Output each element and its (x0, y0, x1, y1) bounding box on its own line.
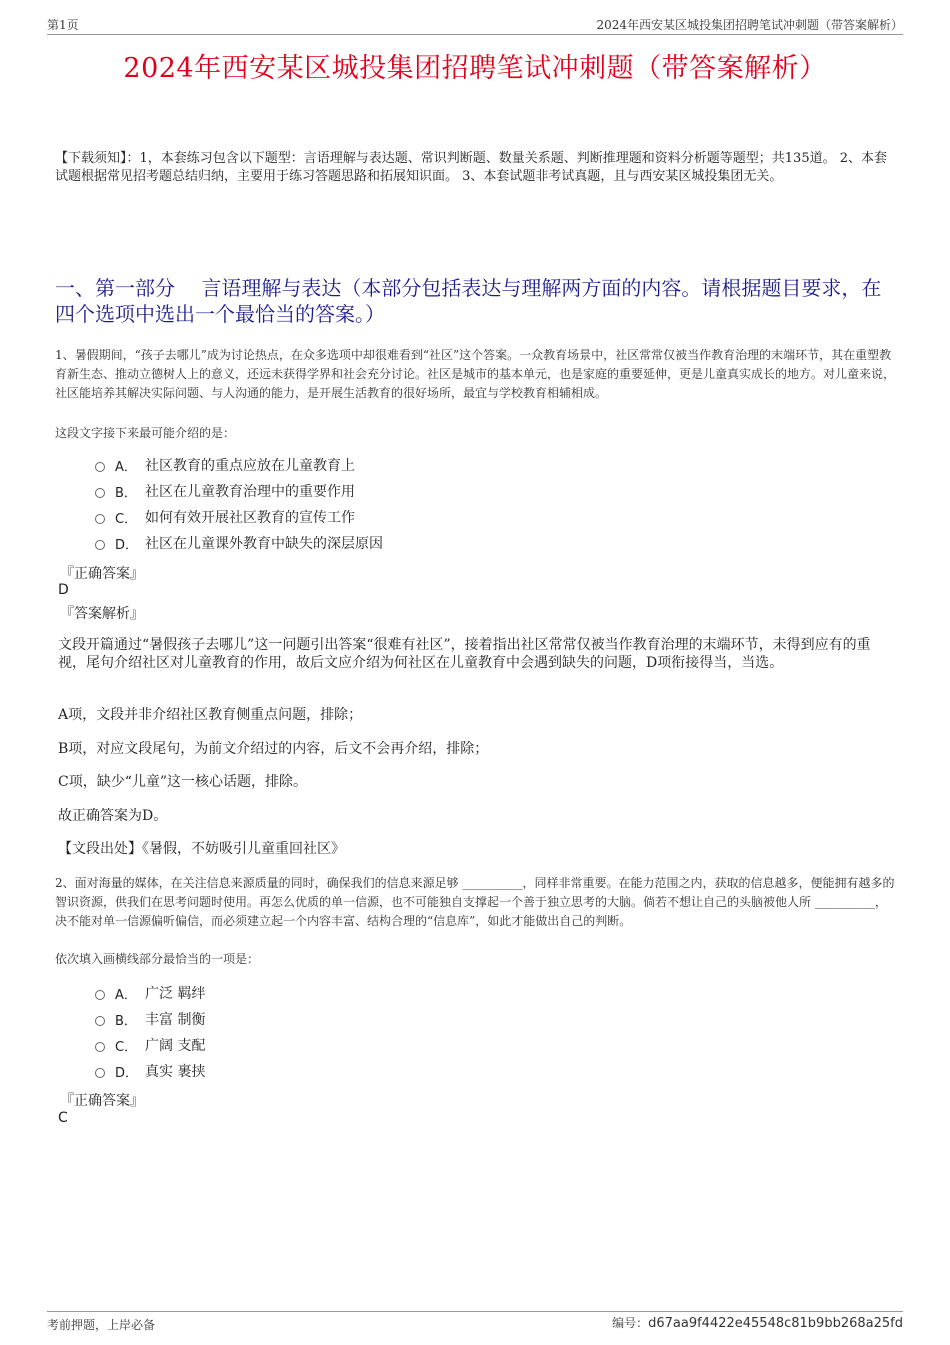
question-1-analysis-label: 『答案解析』 (60, 606, 144, 622)
radio-icon[interactable] (95, 462, 105, 472)
question-1-analysis-a: A项，文段并非介绍社区教育侧重点问题，排除； (58, 707, 363, 723)
question-2-option-b[interactable] (95, 1006, 795, 1032)
option-text: 如何有效开展社区教育的宣传工作 (145, 510, 355, 526)
question-1-analysis-para: 文段开篇通过“暑假孩子去哪儿”这一问题引出答案“很难有社区”，接着指出社区常常仅被当作教育治理的末端环节，未得到应有的重视，尾句介绍社区对儿童教育的作用，故后文应介绍为何社区在儿童教育中会遇到缺失的问题，D项衔接得当，当选。 (58, 637, 871, 671)
fill-blank-2: __________ (814, 895, 875, 909)
page-number: 第1页 (47, 18, 79, 32)
question-2-answer-label: 『正确答案』 (60, 1093, 144, 1109)
question-1-analysis-b: B项，对应文段尾句，为前文介绍过的内容，后文不会再介绍，排除； (58, 741, 489, 757)
radio-icon[interactable] (95, 514, 105, 524)
question-1-answer: D (58, 582, 69, 598)
download-notice: 【下载须知】：1，本套练习包含以下题型：言语理解与表达题、常识判断题、数量关系题、判断推理题和资料分析题等题型；共135道。 2、本套试题根据常见招考题总结归纳，主要用于练习答题思路和拓展知识面。 3、本套试题非考试真题，且与西安某区城投集团无关。 (55, 151, 887, 184)
header-doc-title: 2024年西安某区城投集团招聘笔试冲刺题（带答案解析） (596, 18, 903, 32)
footer-code-wrap (612, 1314, 903, 1331)
radio-icon[interactable] (95, 1068, 105, 1078)
question-1-prompt: 这段文字接下来最可能介绍的是： (55, 426, 236, 440)
question-2-prompt: 依次填入画横线部分最恰当的一项是： (55, 952, 260, 966)
option-text: 社区在儿童课外教育中缺失的深层原因 (145, 536, 383, 552)
page-header (47, 14, 903, 35)
option-text: 丰富 制衡 (145, 1012, 206, 1028)
footer-code: d67aa9f4422e45548c81b9bb268a25fd (648, 1316, 903, 1331)
question-1-option-c[interactable] (95, 504, 795, 530)
option-letter: D． (115, 537, 139, 553)
question-2-text-part2: ，同样非常重要。在能力范围之内，获取的信息越多，便能拥有越多的智识资源，供我们在思考问题时使用。再怎么优质的单一信源，也不可能独自支撑起一个善于独立思考的大脑。倘若不想让自己的头脑被他人所 (55, 876, 895, 909)
option-text: 广泛 羁绊 (145, 986, 206, 1002)
option-text: 广阔 支配 (145, 1038, 206, 1054)
footer-code-label: 编号： (612, 1316, 649, 1330)
option-letter: D． (115, 1065, 139, 1081)
footer-slogan: 考前押题，上岸必备 (47, 1318, 156, 1332)
question-1-analysis-c: C项，缺少“儿童”这一核心话题，排除。 (58, 774, 308, 790)
question-1-answer-label: 『正确答案』 (60, 566, 144, 582)
option-letter: B． (115, 1013, 137, 1029)
question-1-options (95, 452, 795, 556)
radio-icon[interactable] (95, 540, 105, 550)
question-1-source: 【文段出处】《暑假，不妨吸引儿童重回社区》 (58, 841, 345, 857)
question-1-option-b[interactable] (95, 478, 795, 504)
option-letter: A． (115, 459, 137, 475)
option-letter: A． (115, 987, 137, 1003)
option-text: 真实 裹挟 (145, 1064, 206, 1080)
radio-icon[interactable] (95, 488, 105, 498)
option-letter: C． (115, 1039, 138, 1055)
option-text: 社区教育的重点应放在儿童教育上 (145, 458, 355, 474)
page-footer (47, 1311, 903, 1334)
radio-icon[interactable] (95, 1042, 105, 1052)
question-2-text-part1: 2、面对海量的媒体，在关注信息来源质量的同时，确保我们的信息来源足够 (55, 876, 459, 890)
question-2-option-a[interactable] (95, 980, 795, 1006)
radio-icon[interactable] (95, 990, 105, 1000)
option-letter: B． (115, 485, 137, 501)
question-2-option-c[interactable] (95, 1032, 795, 1058)
radio-icon[interactable] (95, 1016, 105, 1026)
question-2-text-part3: ，决不能对单一信源偏听偏信，而必须建立起一个内容丰富、结构合理的“信息库”，如此才能做出自己的判断。 (55, 895, 887, 928)
question-1-option-d[interactable] (95, 530, 795, 556)
question-1-text: 1、暑假期间，“孩子去哪儿”成为讨论热点，在众多选项中却很难看到“社区”这个答案。一众教育场景中，社区常常仅被当作教育治理的末端环节，其在重塑教育新生态、推动立德树人上的意义，还远未获得学界和社会充分讨论。社区是城市的基本单元，也是家庭的重要延伸，更是儿童真实成长的地方。对儿童来说，社区能培养其解决实际问题、与人沟通的能力，是开展生活教育的很好场所，最宜与学校教育相辅相成。 (55, 348, 896, 400)
section-title: 一、第一部分 言语理解与表达（本部分包括表达与理解两方面的内容。请根据题目要求，在四个选项中选出一个最恰当的答案。） (55, 276, 882, 326)
question-1-option-a[interactable] (95, 452, 795, 478)
question-2-options (95, 980, 795, 1084)
fill-blank-1: __________ (462, 876, 523, 890)
question-2-answer: C (58, 1110, 68, 1126)
option-text: 社区在儿童教育治理中的重要作用 (145, 484, 355, 500)
question-1-conclusion: 故正确答案为D。 (58, 808, 168, 824)
question-2-text (55, 874, 895, 931)
document-title: 2024年西安某区城投集团招聘笔试冲刺题（带答案解析） (123, 53, 827, 84)
question-2-option-d[interactable] (95, 1058, 795, 1084)
option-letter: C． (115, 511, 138, 527)
